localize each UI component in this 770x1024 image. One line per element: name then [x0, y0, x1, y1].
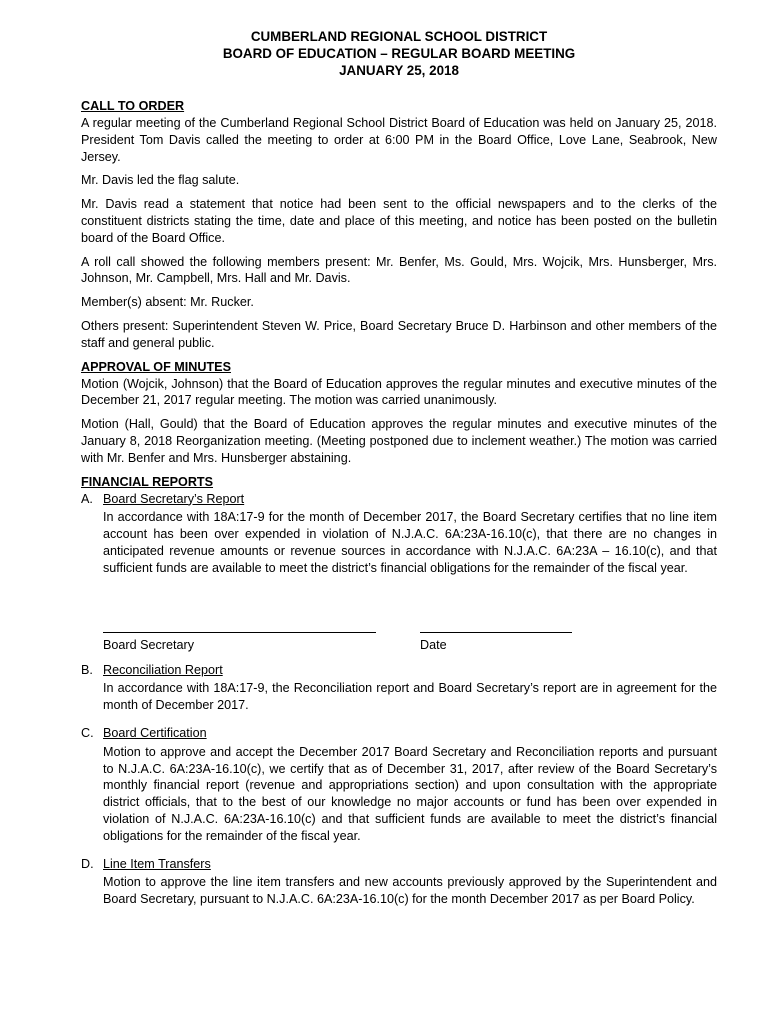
item-body: [103, 856, 717, 915]
item-letter: B.: [81, 662, 93, 677]
item-letter: C.: [81, 725, 94, 740]
signature-label: Board Secretary: [103, 637, 194, 652]
financial-reports-heading: FINANCIAL REPORTS: [81, 474, 214, 489]
item-body: [103, 491, 717, 584]
signature-line: [420, 632, 572, 633]
meeting-date: JANUARY 25, 2018: [339, 63, 459, 78]
list-item: [81, 725, 717, 852]
meeting-title: BOARD OF EDUCATION – REGULAR BOARD MEETING: [222, 46, 576, 61]
item-title: Line Item Transfers: [103, 856, 211, 871]
paragraph: Motion (Wojcik, Johnson) that the Board of Education approves the regular minutes and executive minutes of the December 21, 2017 regular meeting. The motion was carried unanimously.: [81, 376, 717, 408]
paragraph: A regular meeting of the Cumberland Regional School District Board of Education was held on January 25, 2018. President Tom Davis called the meeting to order at 6:00 PM in the Board Office, Love Lane, Seabrook, New Jersey.: [81, 116, 717, 164]
signature-row: [103, 632, 717, 653]
paragraph: Mr. Davis led the flag salute.: [81, 173, 240, 188]
item-text: In accordance with 18A:17-9 for the month of December 2017, the Board Secretary certifies that no line item account has been over expended in violation of N.J.A.C. 6A:23A-16.10(c), that there are no changes in anticipated revenue amounts or revenue sources in accordance with N.J.A.C. 6A:23A – 16.10(c), and that sufficient funds are available to meet the district’s financial obligations for the remainder of the fiscal year.: [103, 510, 717, 575]
item-text: In accordance with 18A:17-9, the Reconciliation report and Board Secretary’s report are in agreement for the month of December 2017.: [103, 681, 717, 713]
item-title: Board Secretary’s Report: [103, 491, 245, 506]
financial-reports-section: [81, 474, 717, 915]
document-page: [81, 28, 717, 915]
approval-of-minutes-section: [81, 359, 717, 467]
district-title: CUMBERLAND REGIONAL SCHOOL DISTRICT: [250, 29, 548, 44]
item-letter: D.: [81, 856, 94, 871]
call-to-order-section: [81, 98, 717, 352]
item-text: Motion to approve and accept the December 2017 Board Secretary and Reconciliation reports and pursuant to N.J.A.C. 6A:23A-16.10(c), we certify that as of December 31, 2017, after review of the Board Secretary’s monthly financial report (revenue and appropriations section) and upon consultation with the appropriate district officials, that to the best of our knowledge no major accounts or fund has been over expended in violation of N.J.A.C. 6A:23A-16.10(c) and that sufficient funds are available to meet the district’s financial obligations for the remainder of the fiscal year.: [103, 744, 717, 843]
list-item: [81, 662, 717, 721]
item-title: Reconciliation Report: [103, 662, 223, 677]
document-header: [81, 28, 717, 79]
list-item: [81, 491, 717, 584]
item-text: Motion to approve the line item transfers and new accounts previously approved by the Superintendent and Board Secretary, pursuant to N.J.A.C. 6A:23A-16.10(c) for the month December 2017 as per Board Policy.: [103, 875, 717, 907]
paragraph: Mr. Davis read a statement that notice had been sent to the official newspapers and to the clerks of the constituent districts stating the time, date and place of this meeting, and notice has been posted on the bulletin board of the Board Office.: [81, 197, 717, 245]
paragraph: Member(s) absent: Mr. Rucker.: [81, 295, 254, 310]
item-body: [103, 725, 717, 852]
item-letter: A.: [81, 491, 93, 506]
paragraph: Motion (Hall, Gould) that the Board of Education approves the regular minutes and executive minutes of the January 8, 2018 Reorganization meeting. (Meeting postponed due to inclement weather.) The motion was carried with Mr. Benfer and Mrs. Hunsberger abstaining.: [81, 417, 717, 465]
board-secretary-signature: [103, 632, 376, 653]
signature-line: [103, 632, 376, 633]
signature-label: Date: [420, 637, 447, 652]
paragraph: A roll call showed the following members present: Mr. Benfer, Ms. Gould, Mrs. Wojcik, Mrs. Hunsberger, Mrs. Johnson, Mr. Campbell, Mrs. Hall and Mr. Davis.: [81, 254, 717, 286]
item-body: [103, 662, 717, 721]
call-to-order-heading: CALL TO ORDER: [81, 99, 185, 113]
item-title: Board Certification: [103, 725, 207, 740]
paragraph: Others present: Superintendent Steven W. Price, Board Secretary Bruce D. Harbinson and other members of the staff and general public.: [81, 318, 717, 350]
date-signature: [420, 632, 572, 653]
list-item: [81, 856, 717, 915]
approval-of-minutes-heading: APPROVAL OF MINUTES: [81, 359, 231, 374]
